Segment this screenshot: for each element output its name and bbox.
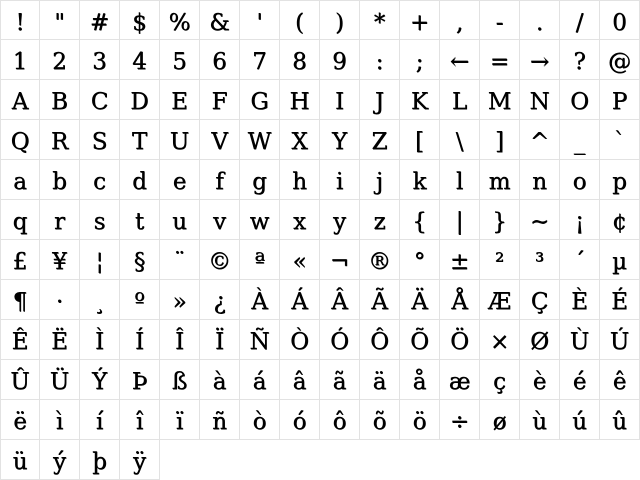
glyph-cell[interactable]: ¨	[160, 240, 200, 280]
glyph-cell[interactable]: 9	[320, 40, 360, 80]
glyph-cell[interactable]: 4	[120, 40, 160, 80]
glyph-cell[interactable]: æ	[440, 360, 480, 400]
glyph-cell[interactable]: -	[480, 0, 520, 40]
glyph-cell[interactable]: à	[200, 360, 240, 400]
glyph-cell[interactable]: M	[480, 80, 520, 120]
glyph-cell[interactable]: ¬	[320, 240, 360, 280]
glyph-cell[interactable]: z	[360, 200, 400, 240]
glyph-cell[interactable]: m	[480, 160, 520, 200]
glyph-cell[interactable]: Ë	[40, 320, 80, 360]
glyph-cell[interactable]: ß	[160, 360, 200, 400]
glyph-cell[interactable]: À	[240, 280, 280, 320]
glyph-cell[interactable]: |	[440, 200, 480, 240]
glyph-cell[interactable]: g	[240, 160, 280, 200]
glyph-cell[interactable]: Ô	[360, 320, 400, 360]
glyph-cell[interactable]: %	[160, 0, 200, 40]
glyph-cell[interactable]: Ø	[520, 320, 560, 360]
glyph-cell[interactable]: Ù	[560, 320, 600, 360]
glyph-cell[interactable]: c	[80, 160, 120, 200]
glyph-cell[interactable]: ®	[360, 240, 400, 280]
glyph-cell[interactable]: →	[520, 40, 560, 80]
glyph-cell[interactable]: 2	[40, 40, 80, 80]
glyph-cell[interactable]: ã	[320, 360, 360, 400]
glyph-cell[interactable]: ñ	[200, 400, 240, 440]
glyph-cell[interactable]: 1	[0, 40, 40, 80]
glyph-cell[interactable]: =	[480, 40, 520, 80]
glyph-cell[interactable]: J	[360, 80, 400, 120]
glyph-cell[interactable]: ê	[600, 360, 640, 400]
glyph-cell[interactable]: Ç	[520, 280, 560, 320]
glyph-cell[interactable]: ý	[40, 440, 80, 480]
glyph-cell[interactable]: &	[200, 0, 240, 40]
glyph-cell[interactable]: .	[520, 0, 560, 40]
glyph-cell[interactable]: ×	[480, 320, 520, 360]
glyph-cell[interactable]: l	[440, 160, 480, 200]
charmap-row	[0, 400, 640, 440]
glyph-cell[interactable]: î	[120, 400, 160, 440]
glyph-cell[interactable]: Û	[0, 360, 40, 400]
glyph-cell[interactable]: ~	[520, 200, 560, 240]
glyph-cell[interactable]: E	[160, 80, 200, 120]
glyph-cell[interactable]: Á	[280, 280, 320, 320]
glyph-cell[interactable]: #	[80, 0, 120, 40]
glyph-cell[interactable]: ±	[440, 240, 480, 280]
glyph-cell[interactable]: Q	[0, 120, 40, 160]
glyph-cell[interactable]: ì	[40, 400, 80, 440]
glyph-cell[interactable]: W	[240, 120, 280, 160]
glyph-cell[interactable]: ¶	[0, 280, 40, 320]
glyph-cell[interactable]: ·	[40, 280, 80, 320]
glyph-cell[interactable]: i	[320, 160, 360, 200]
glyph-cell[interactable]: q	[0, 200, 40, 240]
glyph-cell[interactable]: ¸	[80, 280, 120, 320]
glyph-cell[interactable]: k	[400, 160, 440, 200]
charmap-row	[0, 320, 640, 360]
glyph-cell[interactable]: T	[120, 120, 160, 160]
glyph-cell[interactable]: G	[240, 80, 280, 120]
glyph-cell[interactable]: *	[360, 0, 400, 40]
charmap-row	[0, 0, 640, 40]
glyph-cell[interactable]: Z	[360, 120, 400, 160]
glyph-cell[interactable]: ö	[400, 400, 440, 440]
glyph-cell[interactable]: s	[80, 200, 120, 240]
glyph-cell[interactable]: û	[600, 400, 640, 440]
glyph-cell[interactable]: ÷	[440, 400, 480, 440]
glyph-cell[interactable]: B	[40, 80, 80, 120]
glyph-cell[interactable]: ©	[200, 240, 240, 280]
glyph-cell[interactable]: L	[440, 80, 480, 120]
glyph-cell[interactable]: "	[40, 0, 80, 40]
charmap-row	[0, 40, 640, 80]
glyph-cell[interactable]: h	[280, 160, 320, 200]
charmap-row	[0, 240, 640, 280]
glyph-cell[interactable]: Å	[440, 280, 480, 320]
glyph-cell[interactable]: »	[160, 280, 200, 320]
glyph-cell[interactable]: ;	[400, 40, 440, 80]
glyph-cell[interactable]: $	[120, 0, 160, 40]
glyph-cell[interactable]: !	[0, 0, 40, 40]
glyph-cell[interactable]: þ	[80, 440, 120, 480]
glyph-cell[interactable]: ¢	[600, 200, 640, 240]
glyph-cell[interactable]: È	[560, 280, 600, 320]
glyph-cell[interactable]: ²	[480, 240, 520, 280]
charmap-row	[0, 80, 640, 120]
glyph-cell[interactable]: Þ	[120, 360, 160, 400]
glyph-cell[interactable]: ´	[560, 240, 600, 280]
glyph-cell[interactable]: 3	[80, 40, 120, 80]
charmap-row	[0, 360, 640, 400]
glyph-cell[interactable]: }	[480, 200, 520, 240]
glyph-cell[interactable]: d	[120, 160, 160, 200]
glyph-cell[interactable]: ]	[480, 120, 520, 160]
glyph-cell[interactable]: b	[40, 160, 80, 200]
glyph-cell[interactable]: Î	[160, 320, 200, 360]
glyph-cell[interactable]: å	[400, 360, 440, 400]
glyph-cell[interactable]: e	[160, 160, 200, 200]
glyph-cell[interactable]: ç	[480, 360, 520, 400]
glyph-cell[interactable]: t	[120, 200, 160, 240]
glyph-cell[interactable]: §	[120, 240, 160, 280]
glyph-cell[interactable]: ¿	[200, 280, 240, 320]
glyph-cell[interactable]: C	[80, 80, 120, 120]
glyph-cell[interactable]: o	[560, 160, 600, 200]
glyph-cell[interactable]: Ò	[280, 320, 320, 360]
glyph-cell[interactable]: ú	[560, 400, 600, 440]
glyph-cell[interactable]: ù	[520, 400, 560, 440]
glyph-cell[interactable]: ^	[520, 120, 560, 160]
glyph-cell[interactable]: Ã	[360, 280, 400, 320]
glyph-cell[interactable]: j	[360, 160, 400, 200]
glyph-cell[interactable]: Í	[120, 320, 160, 360]
glyph-cell[interactable]: ø	[480, 400, 520, 440]
glyph-cell[interactable]: ô	[320, 400, 360, 440]
glyph-cell[interactable]: é	[560, 360, 600, 400]
glyph-cell[interactable]: w	[240, 200, 280, 240]
glyph-cell[interactable]: ï	[160, 400, 200, 440]
glyph-cell[interactable]: ¥	[40, 240, 80, 280]
glyph-cell[interactable]: +	[400, 0, 440, 40]
glyph-cell[interactable]: V	[200, 120, 240, 160]
glyph-cell[interactable]: Ñ	[240, 320, 280, 360]
glyph-cell[interactable]: Ì	[80, 320, 120, 360]
glyph-cell[interactable]: °	[400, 240, 440, 280]
glyph-cell[interactable]: K	[400, 80, 440, 120]
glyph-cell[interactable]: 8	[280, 40, 320, 80]
charmap-row	[0, 160, 640, 200]
glyph-cell[interactable]: Ó	[320, 320, 360, 360]
glyph-cell[interactable]: Ö	[440, 320, 480, 360]
glyph-cell[interactable]: ÿ	[120, 440, 160, 480]
glyph-cell[interactable]: )	[320, 0, 360, 40]
glyph-cell[interactable]: Ý	[80, 360, 120, 400]
glyph-cell[interactable]: ë	[0, 400, 40, 440]
glyph-cell[interactable]: É	[600, 280, 640, 320]
glyph-cell[interactable]: a	[0, 160, 40, 200]
glyph-cell[interactable]: ò	[240, 400, 280, 440]
glyph-cell[interactable]: H	[280, 80, 320, 120]
glyph-cell[interactable]: R	[40, 120, 80, 160]
glyph-cell[interactable]: S	[80, 120, 120, 160]
glyph-cell[interactable]: u	[160, 200, 200, 240]
charmap-row	[0, 280, 640, 320]
glyph-cell[interactable]: 6	[200, 40, 240, 80]
glyph-cell[interactable]: µ	[600, 240, 640, 280]
glyph-cell[interactable]: Æ	[480, 280, 520, 320]
glyph-cell[interactable]: ü	[0, 440, 40, 480]
glyph-cell[interactable]: A	[0, 80, 40, 120]
glyph-cell[interactable]: _	[560, 120, 600, 160]
glyph-cell[interactable]: 0	[600, 0, 640, 40]
glyph-cell[interactable]: ä	[360, 360, 400, 400]
glyph-cell[interactable]: ,	[440, 0, 480, 40]
glyph-cell[interactable]: á	[240, 360, 280, 400]
glyph-cell[interactable]: â	[280, 360, 320, 400]
glyph-cell[interactable]: N	[520, 80, 560, 120]
glyph-cell[interactable]: O	[560, 80, 600, 120]
glyph-cell[interactable]: {	[400, 200, 440, 240]
glyph-cell[interactable]: D	[120, 80, 160, 120]
glyph-cell[interactable]: ?	[560, 40, 600, 80]
glyph-cell[interactable]: ª	[240, 240, 280, 280]
glyph-cell[interactable]: «	[280, 240, 320, 280]
glyph-cell[interactable]: n	[520, 160, 560, 200]
glyph-cell[interactable]: P	[600, 80, 640, 120]
glyph-cell[interactable]: X	[280, 120, 320, 160]
glyph-cell[interactable]: Ï	[200, 320, 240, 360]
glyph-cell[interactable]: x	[280, 200, 320, 240]
glyph-cell[interactable]: ó	[280, 400, 320, 440]
glyph-cell[interactable]: `	[600, 120, 640, 160]
glyph-cell[interactable]: £	[0, 240, 40, 280]
glyph-cell[interactable]: '	[240, 0, 280, 40]
glyph-cell[interactable]: è	[520, 360, 560, 400]
glyph-cell[interactable]: Ú	[600, 320, 640, 360]
glyph-cell[interactable]: Ü	[40, 360, 80, 400]
glyph-cell[interactable]: ³	[520, 240, 560, 280]
glyph-cell[interactable]: I	[320, 80, 360, 120]
glyph-cell[interactable]: í	[80, 400, 120, 440]
glyph-cell[interactable]: U	[160, 120, 200, 160]
glyph-cell[interactable]: Ä	[400, 280, 440, 320]
glyph-cell[interactable]: Ê	[0, 320, 40, 360]
glyph-cell[interactable]: y	[320, 200, 360, 240]
glyph-cell[interactable]: Õ	[400, 320, 440, 360]
charmap-row	[0, 200, 640, 240]
charmap-row	[0, 440, 640, 480]
glyph-cell[interactable]: ¦	[80, 240, 120, 280]
glyph-cell[interactable]: r	[40, 200, 80, 240]
glyph-cell[interactable]: p	[600, 160, 640, 200]
glyph-cell[interactable]: @	[600, 40, 640, 80]
glyph-cell[interactable]: Y	[320, 120, 360, 160]
glyph-cell[interactable]: f	[200, 160, 240, 200]
glyph-cell[interactable]: :	[360, 40, 400, 80]
glyph-cell[interactable]: F	[200, 80, 240, 120]
glyph-cell[interactable]: ¡	[560, 200, 600, 240]
glyph-cell[interactable]: \	[440, 120, 480, 160]
glyph-cell[interactable]: 7	[240, 40, 280, 80]
glyph-cell[interactable]: (	[280, 0, 320, 40]
glyph-cell[interactable]: v	[200, 200, 240, 240]
glyph-cell[interactable]: Â	[320, 280, 360, 320]
glyph-cell[interactable]: õ	[360, 400, 400, 440]
glyph-cell[interactable]: /	[560, 0, 600, 40]
glyph-cell[interactable]: º	[120, 280, 160, 320]
glyph-cell[interactable]: 5	[160, 40, 200, 80]
glyph-cell[interactable]: [	[400, 120, 440, 160]
glyph-cell[interactable]: ←	[440, 40, 480, 80]
charmap-row	[0, 120, 640, 160]
